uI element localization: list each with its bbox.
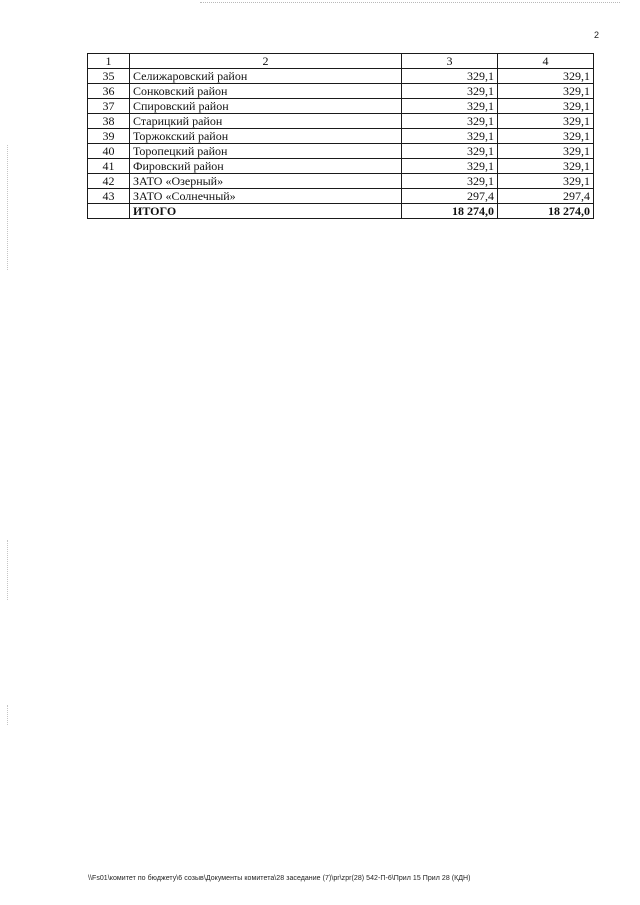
district-name: ЗАТО «Озерный» [130, 174, 402, 189]
row-number: 37 [88, 99, 130, 114]
value-col3: 329,1 [402, 84, 498, 99]
value-col4: 329,1 [498, 174, 594, 189]
scan-artifact-margin [7, 145, 9, 270]
header-cell: 4 [498, 54, 594, 69]
row-number: 39 [88, 129, 130, 144]
table-row [88, 159, 594, 174]
budget-table [87, 53, 594, 219]
value-col3: 329,1 [402, 69, 498, 84]
district-name: Спировский район [130, 99, 402, 114]
table-total-row [88, 204, 594, 219]
value-col4: 329,1 [498, 99, 594, 114]
row-number: 40 [88, 144, 130, 159]
row-number: 42 [88, 174, 130, 189]
table-row [88, 99, 594, 114]
value-col3: 329,1 [402, 99, 498, 114]
scan-artifact-line [200, 2, 620, 4]
value-col4: 297,4 [498, 189, 594, 204]
value-col3: 297,4 [402, 189, 498, 204]
value-col4: 329,1 [498, 69, 594, 84]
total-label: ИТОГО [130, 204, 402, 219]
table-row [88, 84, 594, 99]
row-number: 38 [88, 114, 130, 129]
table-row [88, 114, 594, 129]
district-name: Торопецкий район [130, 144, 402, 159]
table-row [88, 174, 594, 189]
value-col3: 329,1 [402, 129, 498, 144]
row-number: 36 [88, 84, 130, 99]
header-cell: 1 [88, 54, 130, 69]
scan-artifact-margin [7, 705, 9, 725]
total-number [88, 204, 130, 219]
district-name: ЗАТО «Солнечный» [130, 189, 402, 204]
district-name: Селижаровский район [130, 69, 402, 84]
table-header-row [88, 54, 594, 69]
file-path-footer: \\Fs01\комитет по бюджету\6 созыв\Документы комитета\28 заседание (7)\pr\zpr(28) 542-П-6\Прил 15 Прил 28 (КДН) [88, 875, 471, 882]
row-number: 41 [88, 159, 130, 174]
table-row [88, 129, 594, 144]
value-col4: 329,1 [498, 159, 594, 174]
value-col3: 329,1 [402, 114, 498, 129]
value-col3: 329,1 [402, 174, 498, 189]
table-row [88, 144, 594, 159]
district-name: Сонковский район [130, 84, 402, 99]
scan-artifact-margin [7, 540, 9, 600]
district-name: Фировский район [130, 159, 402, 174]
total-col3: 18 274,0 [402, 204, 498, 219]
district-name: Старицкий район [130, 114, 402, 129]
value-col4: 329,1 [498, 84, 594, 99]
district-name: Торжокский район [130, 129, 402, 144]
row-number: 35 [88, 69, 130, 84]
value-col4: 329,1 [498, 114, 594, 129]
value-col4: 329,1 [498, 129, 594, 144]
row-number: 43 [88, 189, 130, 204]
header-cell: 3 [402, 54, 498, 69]
value-col4: 329,1 [498, 144, 594, 159]
total-col4: 18 274,0 [498, 204, 594, 219]
table-row [88, 69, 594, 84]
table-row [88, 189, 594, 204]
value-col3: 329,1 [402, 144, 498, 159]
page-number: 2 [593, 30, 599, 40]
header-cell: 2 [130, 54, 402, 69]
value-col3: 329,1 [402, 159, 498, 174]
